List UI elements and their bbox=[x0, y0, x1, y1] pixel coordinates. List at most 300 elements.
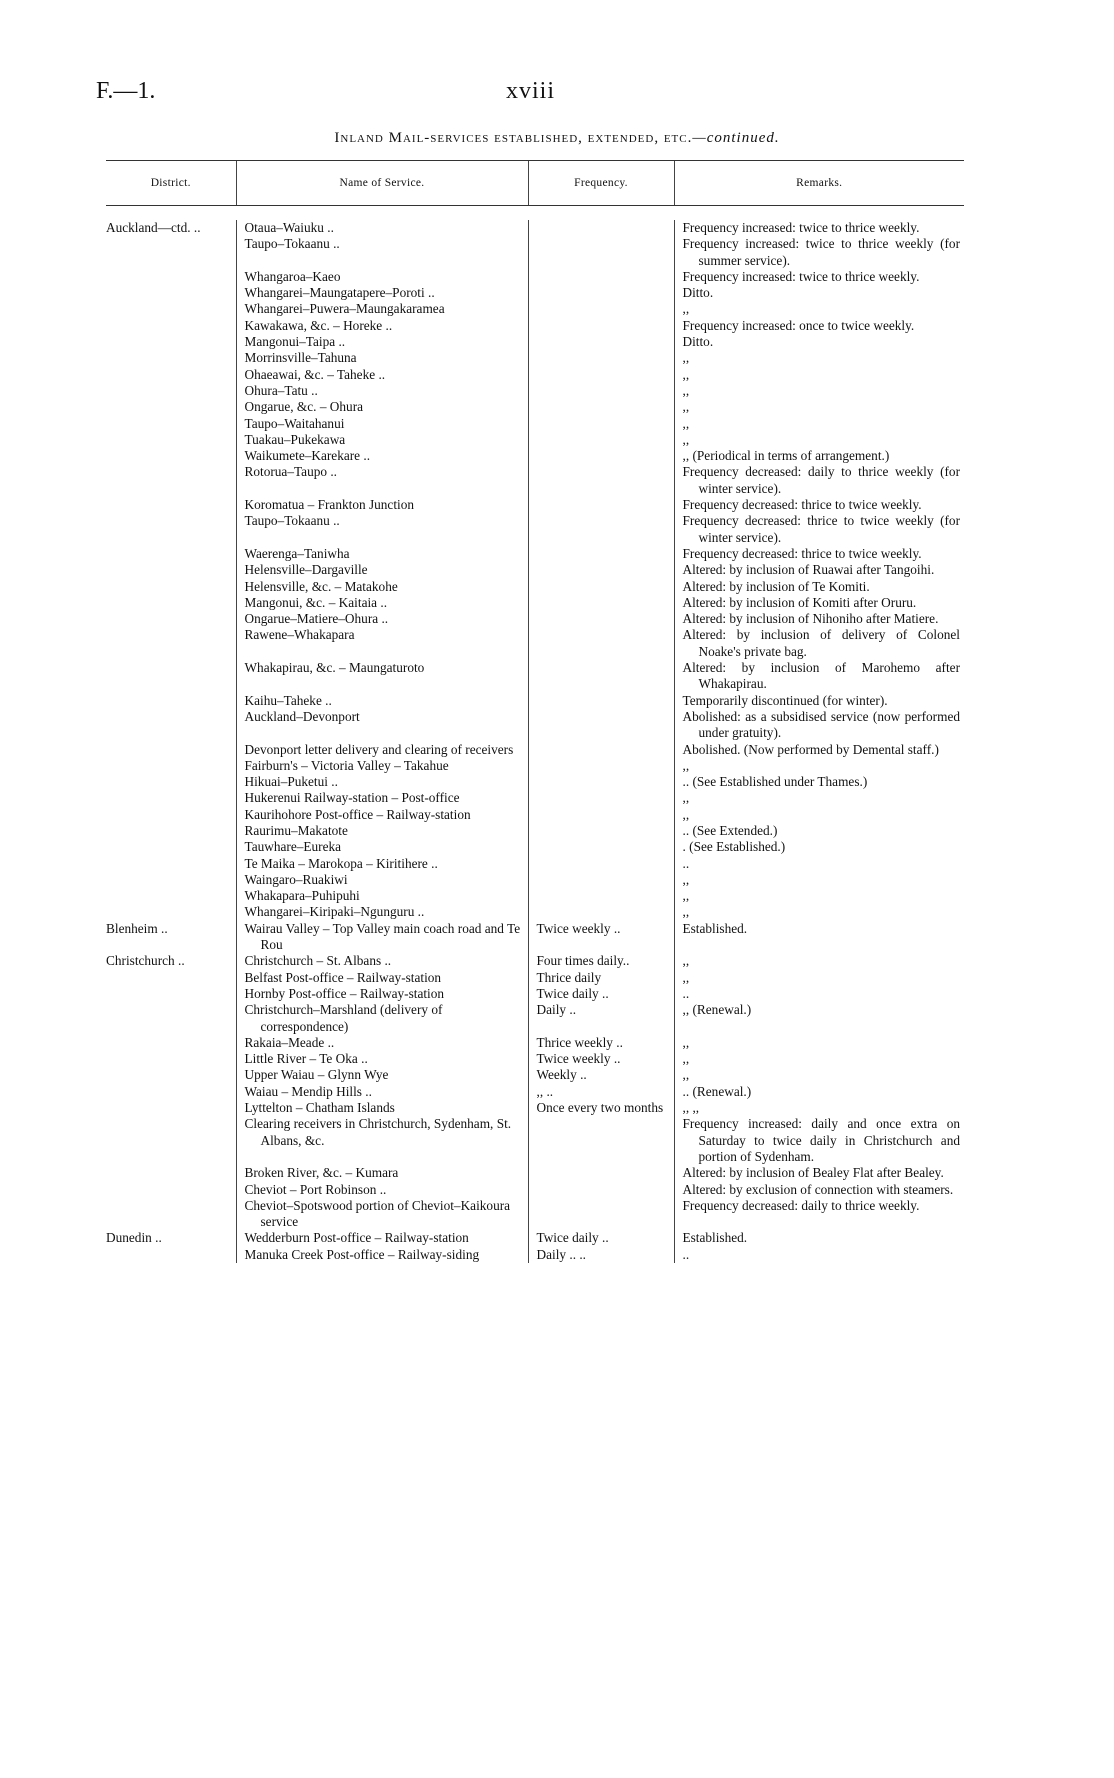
service-name-cell bbox=[236, 1084, 528, 1100]
district-cell bbox=[106, 660, 236, 693]
table-row bbox=[106, 790, 964, 806]
table-header-row bbox=[106, 161, 964, 206]
service-name-cell bbox=[236, 285, 528, 301]
page-id: F.—1. bbox=[96, 78, 156, 104]
table-title bbox=[0, 130, 1114, 147]
service-name: Whangarei–Kiripaki–Ngunguru .. bbox=[244, 904, 425, 920]
service-name: Otaua–Waiuku .. bbox=[244, 220, 334, 235]
frequency: Daily .. .. bbox=[536, 1246, 586, 1262]
remarks: Altered: by inclusion of Nihoniho after Matiere. bbox=[682, 611, 939, 627]
frequency-cell bbox=[528, 1002, 674, 1035]
table-row bbox=[106, 1002, 964, 1035]
district-cell bbox=[106, 742, 236, 758]
frequency: Four times daily.. bbox=[536, 953, 630, 969]
service-name-cell bbox=[236, 432, 528, 448]
district-cell bbox=[106, 350, 236, 366]
service-name: Manuka Creek Post-office – Railway-siding bbox=[244, 1246, 480, 1262]
table-title-text: Inland Mail-services established, extended, etc. bbox=[334, 130, 693, 146]
frequency-cell bbox=[528, 693, 674, 709]
remarks: . (See Established.) bbox=[682, 839, 786, 855]
table-row bbox=[106, 367, 964, 383]
remarks-cell bbox=[674, 1002, 964, 1035]
district-cell bbox=[106, 497, 236, 513]
remarks: Frequency increased: daily and once extra on Saturday to twice daily in Christchurch and portion of Sydenham. bbox=[682, 1116, 960, 1164]
service-name: Christchurch–Marshland (delivery of correspondence) bbox=[244, 1002, 443, 1034]
table-row bbox=[106, 1198, 964, 1231]
table-row bbox=[106, 856, 964, 872]
table-row bbox=[106, 774, 964, 790]
service-name-cell bbox=[236, 562, 528, 578]
service-name-cell bbox=[236, 986, 528, 1002]
district-cell: Blenheim .. bbox=[106, 920, 168, 936]
district-cell bbox=[106, 1198, 236, 1231]
remarks: Altered: by inclusion of Bealey Flat after Bealey. bbox=[682, 1165, 944, 1181]
remarks-cell bbox=[674, 1182, 964, 1198]
district-cell bbox=[106, 1051, 236, 1067]
remarks: ,, bbox=[682, 953, 690, 969]
frequency: Weekly .. bbox=[536, 1067, 587, 1083]
table-row bbox=[106, 872, 964, 888]
district-cell: Christchurch .. bbox=[106, 953, 185, 969]
remarks-cell bbox=[674, 660, 964, 693]
table-row bbox=[106, 464, 964, 497]
service-name: Waiau – Mendip Hills .. bbox=[244, 1083, 372, 1099]
remarks: Frequency decreased: daily to thrice weekly (for winter service). bbox=[682, 464, 960, 496]
frequency-cell bbox=[528, 595, 674, 611]
remarks: Frequency decreased: thrice to twice weekly (for winter service). bbox=[682, 513, 960, 545]
remarks-cell bbox=[674, 269, 964, 285]
table-row bbox=[106, 269, 964, 285]
remarks-cell bbox=[674, 367, 964, 383]
frequency-cell bbox=[528, 1182, 674, 1198]
frequency-cell bbox=[528, 888, 674, 904]
frequency-cell bbox=[528, 562, 674, 578]
service-name-cell bbox=[236, 497, 528, 513]
table-row bbox=[106, 660, 964, 693]
district-cell bbox=[106, 236, 236, 269]
service-name-cell bbox=[236, 839, 528, 855]
table-title-continued: —continued. bbox=[692, 130, 780, 146]
district-cell bbox=[106, 872, 236, 888]
table-row bbox=[106, 1116, 964, 1165]
table-row bbox=[106, 1067, 964, 1083]
remarks-cell bbox=[674, 709, 964, 742]
table-row bbox=[106, 383, 964, 399]
service-name-cell bbox=[236, 856, 528, 872]
service-name: Ongarue–Matiere–Ohura .. bbox=[244, 611, 389, 627]
frequency-cell bbox=[528, 1198, 674, 1231]
remarks-cell bbox=[674, 970, 964, 986]
table-row bbox=[106, 399, 964, 415]
frequency-cell bbox=[528, 758, 674, 774]
remarks-cell bbox=[674, 350, 964, 366]
remarks-cell bbox=[674, 856, 964, 872]
frequency-cell bbox=[528, 464, 674, 497]
service-name: Little River – Te Oka .. bbox=[244, 1051, 368, 1067]
remarks: ,, bbox=[682, 1034, 690, 1050]
service-name: Hikuai–Puketui .. bbox=[244, 774, 338, 790]
service-name: Whangaroa–Kaeo bbox=[244, 268, 341, 284]
service-name: Wairau Valley – Top Valley main coach road and Te Rou bbox=[244, 920, 521, 953]
service-name-cell bbox=[236, 546, 528, 562]
table-row bbox=[106, 839, 964, 855]
remarks: .. bbox=[682, 985, 690, 1001]
remarks: .. bbox=[682, 1246, 690, 1262]
table-row bbox=[106, 1247, 964, 1263]
service-name: Ohura–Tatu .. bbox=[244, 382, 318, 398]
table-row bbox=[106, 432, 964, 448]
district-cell bbox=[106, 399, 236, 415]
frequency-cell bbox=[528, 1067, 674, 1083]
frequency-cell bbox=[528, 823, 674, 839]
page-number: xviii bbox=[506, 78, 556, 104]
district-cell bbox=[106, 1165, 236, 1181]
remarks-cell bbox=[674, 1230, 964, 1246]
remarks: Frequency decreased: thrice to twice weekly. bbox=[682, 545, 922, 561]
column-header-remarks: Remarks. bbox=[674, 161, 964, 206]
frequency-cell bbox=[528, 448, 674, 464]
table-row bbox=[106, 301, 964, 317]
remarks: .. (See Extended.) bbox=[682, 822, 778, 838]
remarks: Altered: by inclusion of Komiti after Oruru. bbox=[682, 594, 917, 610]
remarks-cell bbox=[674, 986, 964, 1002]
service-name: Tauwhare–Eureka bbox=[244, 839, 342, 855]
table-row bbox=[106, 595, 964, 611]
service-name: Lyttelton – Chatham Islands bbox=[244, 1100, 395, 1116]
service-name-cell bbox=[236, 660, 528, 693]
frequency-cell bbox=[528, 1230, 674, 1246]
district-cell bbox=[106, 285, 236, 301]
service-name-cell bbox=[236, 579, 528, 595]
remarks: Abolished: as a subsidised service (now performed under gratuity). bbox=[682, 708, 960, 741]
table-row bbox=[106, 334, 964, 350]
service-name-cell bbox=[236, 350, 528, 366]
service-name: Upper Waiau – Glynn Wye bbox=[244, 1067, 389, 1083]
service-name: Whangarei–Puwera–Maungakaramea bbox=[244, 301, 445, 317]
service-name: Cheviot–Spotswood portion of Cheviot–Kaikoura service bbox=[244, 1197, 511, 1230]
service-name: Helensville–Dargaville bbox=[244, 562, 368, 578]
service-name: Auckland–Devonport bbox=[244, 708, 360, 724]
service-name-cell bbox=[236, 334, 528, 350]
service-name-cell bbox=[236, 904, 528, 920]
table-row bbox=[106, 546, 964, 562]
table-row bbox=[106, 285, 964, 301]
frequency-cell bbox=[528, 1165, 674, 1181]
service-name-cell bbox=[236, 448, 528, 464]
remarks: Altered: by exclusion of connection with steamers. bbox=[682, 1181, 954, 1197]
district-cell bbox=[106, 807, 236, 823]
service-name-cell bbox=[236, 888, 528, 904]
remarks-cell bbox=[674, 562, 964, 578]
district-cell bbox=[106, 546, 236, 562]
remarks: Frequency increased: twice to thrice weekly (for summer service). bbox=[682, 236, 960, 268]
remarks-cell bbox=[674, 1051, 964, 1067]
district-cell bbox=[106, 416, 236, 432]
frequency: ,, .. bbox=[536, 1083, 554, 1099]
remarks-cell bbox=[674, 448, 964, 464]
service-name: Kaihu–Taheke .. bbox=[244, 692, 332, 708]
district-cell bbox=[106, 904, 236, 920]
remarks: Ditto. bbox=[682, 285, 714, 301]
table-row bbox=[106, 807, 964, 823]
table-row bbox=[106, 350, 964, 366]
frequency-cell bbox=[528, 497, 674, 513]
remarks: .. (See Established under Thames.) bbox=[682, 774, 868, 790]
remarks-cell bbox=[674, 318, 964, 334]
remarks: Frequency decreased: daily to thrice weekly. bbox=[682, 1197, 920, 1213]
frequency-cell bbox=[528, 1051, 674, 1067]
remarks-cell bbox=[674, 693, 964, 709]
service-name-cell bbox=[236, 383, 528, 399]
remarks: Altered: by inclusion of delivery of Colonel Noake's private bag. bbox=[682, 627, 960, 659]
service-name: Rawene–Whakapara bbox=[244, 627, 355, 643]
frequency-cell bbox=[528, 790, 674, 806]
table-row bbox=[106, 318, 964, 334]
service-name-cell bbox=[236, 269, 528, 285]
district-cell bbox=[106, 383, 236, 399]
remarks-cell bbox=[674, 334, 964, 350]
remarks-cell bbox=[674, 742, 964, 758]
remarks-cell bbox=[674, 953, 964, 969]
service-name: Ohaeawai, &c. – Taheke .. bbox=[244, 366, 386, 382]
column-header-name: Name of Service. bbox=[236, 161, 528, 206]
frequency-cell bbox=[528, 513, 674, 546]
district-cell bbox=[106, 774, 236, 790]
remarks-cell bbox=[674, 432, 964, 448]
district-cell bbox=[106, 318, 236, 334]
table-row bbox=[106, 1100, 964, 1116]
frequency-cell bbox=[528, 285, 674, 301]
district-cell bbox=[106, 758, 236, 774]
service-name: Morrinsville–Tahuna bbox=[244, 350, 357, 366]
service-name-cell bbox=[236, 513, 528, 546]
district-cell bbox=[106, 432, 236, 448]
frequency: Once every two months bbox=[536, 1100, 664, 1116]
district-cell bbox=[106, 839, 236, 855]
table-row bbox=[106, 627, 964, 660]
service-name-cell bbox=[236, 399, 528, 415]
district-cell bbox=[106, 611, 236, 627]
service-name-cell bbox=[236, 1116, 528, 1165]
column-header-district: District. bbox=[106, 161, 236, 206]
frequency-cell bbox=[528, 807, 674, 823]
table-row bbox=[106, 709, 964, 742]
frequency: Twice daily .. bbox=[536, 985, 609, 1001]
service-name-cell bbox=[236, 1067, 528, 1083]
remarks-cell bbox=[674, 921, 964, 954]
service-name-cell bbox=[236, 807, 528, 823]
frequency-cell bbox=[528, 709, 674, 742]
service-name: Mangonui, &c. – Kaitaia .. bbox=[244, 594, 388, 610]
frequency-cell bbox=[528, 1116, 674, 1165]
remarks-cell bbox=[674, 579, 964, 595]
district-cell bbox=[106, 856, 236, 872]
service-name-cell bbox=[236, 220, 528, 236]
remarks: Altered: by inclusion of Te Komiti. bbox=[682, 578, 870, 594]
remarks: Ditto. bbox=[682, 334, 714, 350]
district-cell bbox=[106, 986, 236, 1002]
remarks-cell bbox=[674, 823, 964, 839]
service-name-cell bbox=[236, 318, 528, 334]
service-name: Belfast Post-office – Railway-station bbox=[244, 969, 442, 985]
remarks-cell bbox=[674, 497, 964, 513]
frequency: Daily .. bbox=[536, 1002, 577, 1018]
district-cell bbox=[106, 579, 236, 595]
service-name-cell bbox=[236, 790, 528, 806]
service-name: Rakaia–Meade .. bbox=[244, 1034, 335, 1050]
table-row bbox=[106, 986, 964, 1002]
service-name: Clearing receivers in Christchurch, Sydenham, St. Albans, &c. bbox=[244, 1116, 512, 1148]
remarks-cell bbox=[674, 236, 964, 269]
frequency: Thrice daily bbox=[536, 969, 602, 985]
table-row bbox=[106, 921, 964, 954]
service-name: Hornby Post-office – Railway-station bbox=[244, 985, 445, 1001]
remarks-cell bbox=[674, 383, 964, 399]
service-name-cell bbox=[236, 367, 528, 383]
remarks-cell bbox=[674, 1100, 964, 1116]
frequency-cell bbox=[528, 220, 674, 236]
column-header-frequency: Frequency. bbox=[528, 161, 674, 206]
service-name: Taupo–Tokaanu .. bbox=[244, 513, 340, 529]
frequency-cell bbox=[528, 334, 674, 350]
service-name-cell bbox=[236, 1247, 528, 1263]
remarks: ,, bbox=[682, 350, 690, 366]
district-cell bbox=[106, 367, 236, 383]
service-name: Whakapirau, &c. – Maungaturoto bbox=[244, 660, 425, 676]
remarks: Altered: by inclusion of Marohemo after Whakapirau. bbox=[682, 660, 960, 692]
service-name: Taupo–Waitahanui bbox=[244, 415, 345, 431]
district-cell bbox=[106, 513, 236, 546]
remarks: Established. bbox=[682, 1230, 748, 1246]
remarks: ,, bbox=[682, 399, 690, 415]
remarks-cell bbox=[674, 301, 964, 317]
frequency: Thrice weekly .. bbox=[536, 1034, 623, 1050]
frequency-cell bbox=[528, 350, 674, 366]
remarks-cell bbox=[674, 790, 964, 806]
district-cell bbox=[106, 1100, 236, 1116]
remarks: Altered: by inclusion of Ruawai after Tangoihi. bbox=[682, 562, 935, 578]
service-name: Kaurihohore Post-office – Railway-station bbox=[244, 806, 471, 822]
service-name: Kawakawa, &c. – Horeke .. bbox=[244, 317, 393, 333]
table-row bbox=[106, 236, 964, 269]
service-name-cell bbox=[236, 1230, 528, 1246]
service-name-cell bbox=[236, 416, 528, 432]
frequency-cell bbox=[528, 1100, 674, 1116]
frequency-cell bbox=[528, 774, 674, 790]
service-name-cell bbox=[236, 1100, 528, 1116]
frequency-cell bbox=[528, 383, 674, 399]
mail-services-table bbox=[106, 160, 964, 1263]
district-cell bbox=[106, 1067, 236, 1083]
service-name-cell bbox=[236, 1165, 528, 1181]
table-row bbox=[106, 742, 964, 758]
remarks-cell bbox=[674, 1198, 964, 1231]
service-name: Raurimu–Makatote bbox=[244, 822, 348, 838]
frequency-cell bbox=[528, 269, 674, 285]
service-name: Helensville, &c. – Matakohe bbox=[244, 578, 398, 594]
table-row bbox=[106, 1165, 964, 1181]
frequency-cell bbox=[528, 953, 674, 969]
table-row bbox=[106, 1035, 964, 1051]
service-name-cell bbox=[236, 1035, 528, 1051]
remarks-cell bbox=[674, 1084, 964, 1100]
service-name: Mangonui–Taipa .. bbox=[244, 334, 346, 350]
frequency-cell bbox=[528, 872, 674, 888]
district-cell bbox=[106, 1182, 236, 1198]
district-cell bbox=[106, 448, 236, 464]
remarks: Established. bbox=[682, 920, 748, 936]
frequency-cell bbox=[528, 1084, 674, 1100]
district-cell bbox=[106, 790, 236, 806]
service-name: Waikumete–Karekare .. bbox=[244, 448, 371, 464]
frequency-cell bbox=[528, 1035, 674, 1051]
service-name: Tuakau–Pukekawa bbox=[244, 431, 346, 447]
remarks-cell bbox=[674, 888, 964, 904]
frequency-cell bbox=[528, 904, 674, 920]
service-name-cell bbox=[236, 1182, 528, 1198]
frequency-cell bbox=[528, 839, 674, 855]
frequency-cell bbox=[528, 627, 674, 660]
remarks: ,, (Periodical in terms of arrangement.) bbox=[682, 448, 890, 464]
frequency-cell bbox=[528, 416, 674, 432]
service-name: Broken River, &c. – Kumara bbox=[244, 1165, 399, 1181]
district-cell bbox=[106, 301, 236, 317]
service-name-cell bbox=[236, 872, 528, 888]
district-cell bbox=[106, 1002, 236, 1035]
remarks: Frequency increased: twice to thrice weekly. bbox=[682, 220, 920, 235]
service-name-cell bbox=[236, 464, 528, 497]
service-name: Christchurch – St. Albans .. bbox=[244, 953, 392, 969]
remarks: ,, (Renewal.) bbox=[682, 1002, 752, 1018]
remarks: Temporarily discontinued (for winter). bbox=[682, 692, 888, 708]
service-name-cell bbox=[236, 823, 528, 839]
frequency-cell bbox=[528, 742, 674, 758]
district-cell: Dunedin .. bbox=[106, 1230, 162, 1246]
service-name-cell bbox=[236, 301, 528, 317]
remarks: .. bbox=[682, 855, 690, 871]
table-row bbox=[106, 888, 964, 904]
table-row bbox=[106, 1084, 964, 1100]
district-cell bbox=[106, 1247, 236, 1263]
service-name-cell bbox=[236, 758, 528, 774]
frequency-cell bbox=[528, 970, 674, 986]
table-row bbox=[106, 1230, 964, 1246]
service-name-cell bbox=[236, 1002, 528, 1035]
service-name: Waerenga–Taniwha bbox=[244, 545, 350, 561]
remarks-cell bbox=[674, 839, 964, 855]
service-name-cell bbox=[236, 742, 528, 758]
table-row bbox=[106, 416, 964, 432]
table-row bbox=[106, 562, 964, 578]
district-cell bbox=[106, 269, 236, 285]
frequency: Twice weekly .. bbox=[536, 920, 621, 936]
remarks: Frequency decreased: thrice to twice weekly. bbox=[682, 497, 922, 513]
frequency-cell bbox=[528, 1247, 674, 1263]
service-name-cell bbox=[236, 611, 528, 627]
service-name: Waingaro–Ruakiwi bbox=[244, 871, 348, 887]
district-cell: Auckland—ctd. .. bbox=[106, 220, 201, 235]
remarks-cell bbox=[674, 758, 964, 774]
district-cell bbox=[106, 888, 236, 904]
frequency-cell bbox=[528, 367, 674, 383]
remarks: ,, bbox=[682, 415, 690, 431]
table-row bbox=[106, 953, 964, 969]
district-cell bbox=[106, 970, 236, 986]
remarks-cell bbox=[674, 1116, 964, 1165]
remarks: ,, bbox=[682, 366, 690, 382]
frequency-cell bbox=[528, 318, 674, 334]
table-row bbox=[106, 220, 964, 236]
